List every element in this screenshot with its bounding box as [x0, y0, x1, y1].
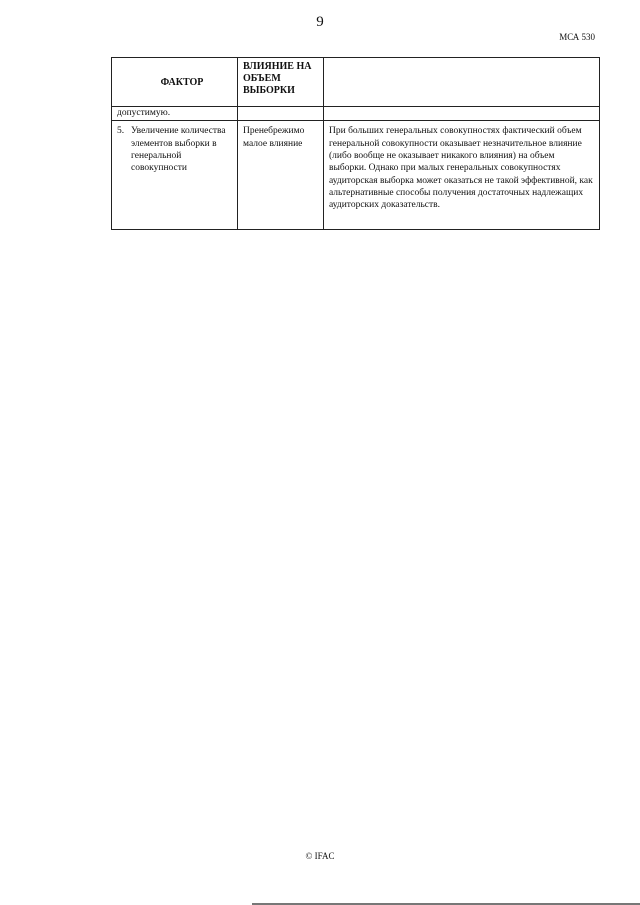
table-row [112, 121, 600, 230]
factor-cell [112, 121, 238, 230]
document-code: МСА 530 [559, 32, 595, 42]
column-header-explanation [324, 58, 600, 107]
explanation-cell: При больших генеральных совокупностях фактический объем генеральной совокупности оказывает незначительное влияние (либо вообще не оказывает никакого влияния) на объем выборки. Однако при малых генеральных совокупностях аудиторская выборка может оказаться не такой эффективной, как альтернативные способы получения достаточных надлежащих аудиторских доказательств. [324, 121, 600, 230]
factor-name: Увеличение количества элементов выборки в генеральной совокупности [131, 126, 226, 174]
page-number: 9 [316, 14, 324, 30]
factor-table [111, 57, 600, 230]
column-header-effect: ВЛИЯНИЕ НА ОБЪЕМ ВЫБОРКИ [238, 58, 324, 107]
continued-empty-cell [324, 107, 600, 121]
factor-number: 5. [117, 126, 125, 137]
continued-row [112, 107, 600, 121]
copyright-footer: © IFAC [305, 851, 335, 861]
continued-text: допустимую. [112, 107, 238, 121]
table-header-row [112, 58, 600, 107]
continued-empty-cell [238, 107, 324, 121]
effect-cell: Пренебрежимо малое влияние [238, 121, 324, 230]
column-header-factor: ФАКТОР [112, 58, 238, 107]
